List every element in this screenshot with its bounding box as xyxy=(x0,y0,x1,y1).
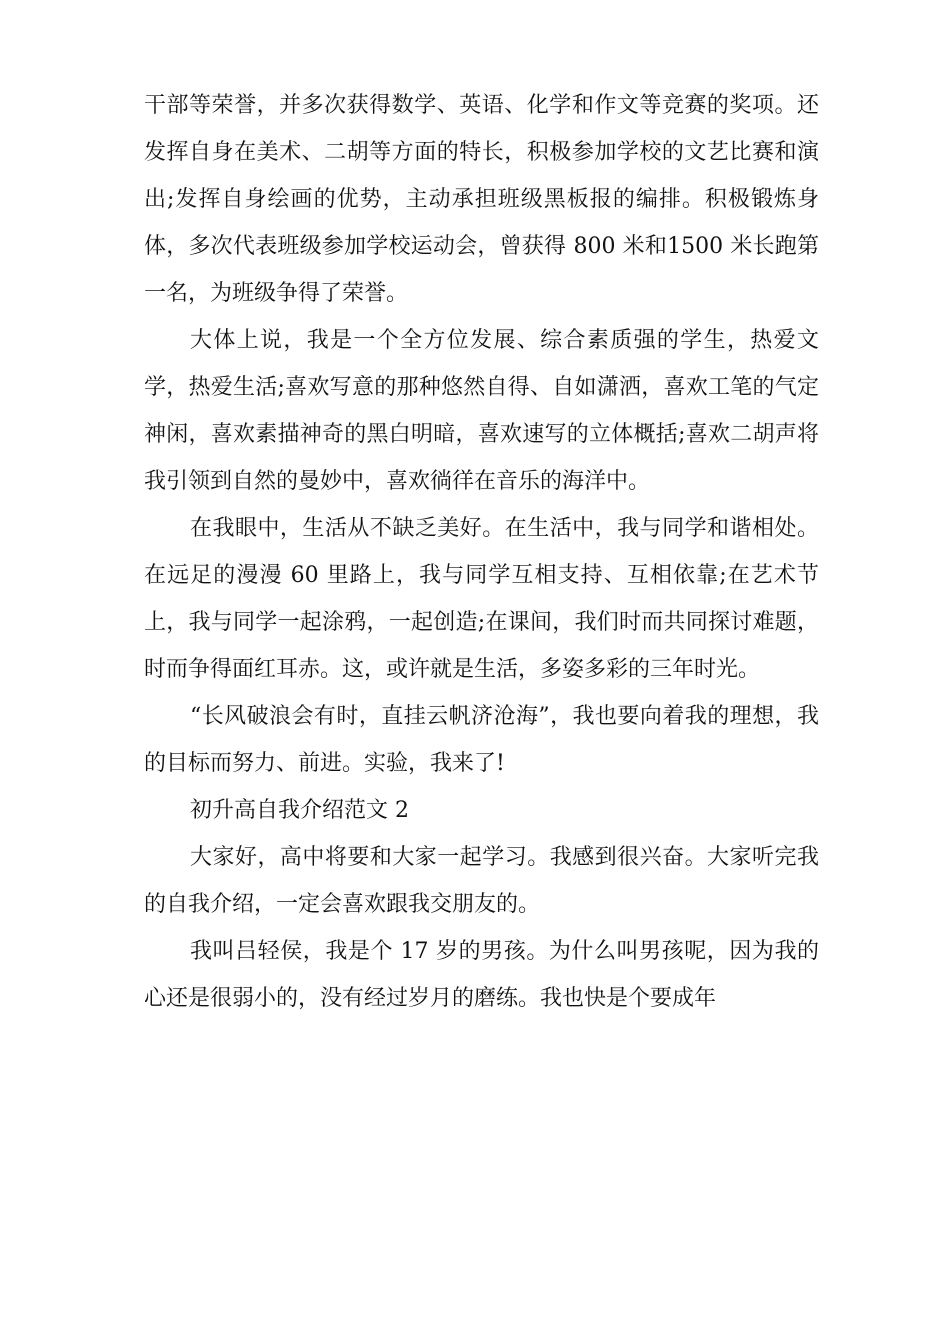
document-body xyxy=(144,82,819,1022)
paragraph-aspiration: “长风破浪会有时，直挂云帆济沧海”，我也要向着我的理想，我的目标而努力、前进。实验，我来了! xyxy=(144,704,819,776)
paragraph-overall-self: 大体上说，我是一个全方位发展、综合素质强的学生，热爱文学，热爱生活;喜欢写意的那种悠然自得、自如潇洒，喜欢工笔的气定神闲，喜欢素描神奇的黑白明暗，喜欢速写的立体概括;喜欢二胡声将我引领到自然的曼妙中，喜欢徜徉在音乐的海洋中。 xyxy=(144,328,819,494)
section-heading: 初升高自我介绍范文 2 xyxy=(190,798,409,823)
paragraph-greeting: 大家好，高中将要和大家一起学习。我感到很兴奋。大家听完我的自我介绍，一定会喜欢跟我交朋友的。 xyxy=(144,845,819,917)
paragraph-introduction: 我叫吕轻侯，我是个 17 岁的男孩。为什么叫男孩呢，因为我的心还是很弱小的，没有经过岁月的磨练。我也快是个要成年 xyxy=(144,939,819,1011)
paragraph-achievements: 干部等荣誉，并多次获得数学、英语、化学和作文等竞赛的奖项。还发挥自身在美术、二胡等方面的特长，积极参加学校的文艺比赛和演出;发挥自身绘画的优势，主动承担班级黑板报的编排。积极锻炼身体，多次代表班级参加学校运动会，曾获得 800 米和1500 米长跑第一名，为班级争得了荣誉。 xyxy=(144,93,819,306)
paragraph-life: 在我眼中，生活从不缺乏美好。在生活中，我与同学和谐相处。在远足的漫漫 60 里路上，我与同学互相支持、互相依靠;在艺术节上，我与同学一起涂鸦，一起创造;在课间，我们时而共同探讨难题，时而争得面红耳赤。这，或许就是生活，多姿多彩的三年时光。 xyxy=(144,516,819,682)
